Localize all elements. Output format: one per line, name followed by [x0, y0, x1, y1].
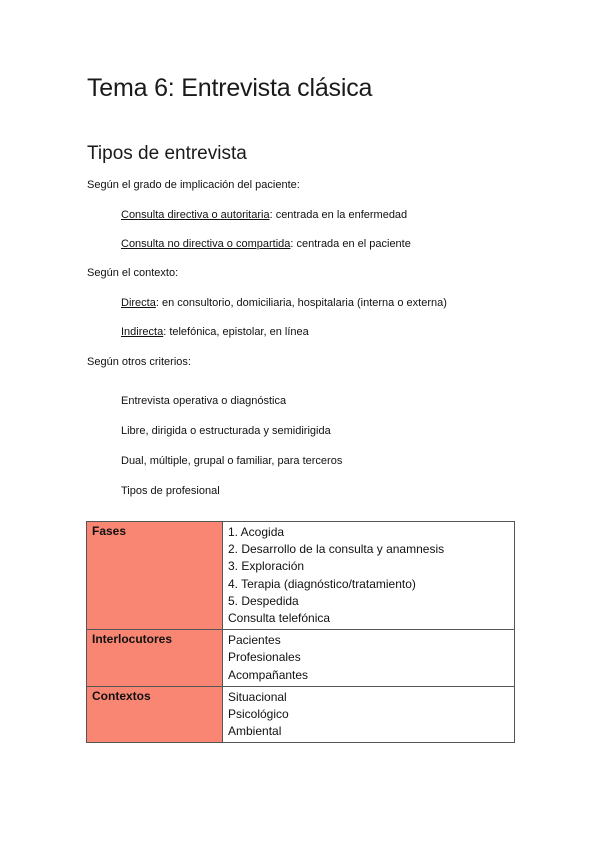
list-item: Entrevista operativa o diagnóstica [121, 395, 287, 407]
summary-table [86, 521, 515, 743]
list-item [121, 237, 411, 251]
list-item [121, 325, 309, 339]
list-item: Tipos de profesional [121, 485, 220, 497]
table-cell-interlocutores [223, 630, 515, 687]
table-cell-contextos [223, 686, 515, 743]
list-item [121, 296, 447, 310]
item-desc: : telefónica, epistolar, en línea [163, 326, 309, 338]
item-term: Directa [121, 297, 156, 309]
table-item: Psicológico [228, 707, 289, 722]
item-desc: : centrada en la enfermedad [269, 209, 408, 221]
list-item: Dual, múltiple, grupal o familiar, para terceros [121, 455, 343, 467]
table-row [87, 522, 515, 630]
list-item [121, 208, 407, 222]
table-item: 1. Acogida [228, 525, 285, 539]
table-item: 4. Terapia (diagnóstico/tratamiento) [228, 576, 416, 591]
table-cell-fases [223, 522, 515, 630]
table-row [87, 630, 515, 687]
table-label-fases: Fases [87, 522, 223, 630]
item-desc: : centrada en el paciente [290, 238, 411, 250]
item-term: Indirecta [121, 326, 164, 338]
table-item: Profesionales [228, 650, 301, 665]
page-title: Tema 6: Entrevista clásica [87, 74, 373, 102]
table-item: Acompañantes [228, 667, 309, 682]
item-term: Consulta directiva o autoritaria [121, 209, 270, 221]
table-row [87, 686, 515, 743]
table-item: 5. Despedida [228, 593, 299, 608]
section-subtitle: Tipos de entrevista [87, 143, 247, 164]
table-item: 2. Desarrollo de la consulta y anamnesis [228, 542, 445, 557]
item-term: Consulta no directiva o compartida [121, 238, 291, 250]
section-heading-otros: Según otros criterios: [87, 356, 191, 368]
table-label-contextos: Contextos [87, 686, 223, 743]
section-heading-contexto: Según el contexto: [87, 267, 179, 279]
table-item: Pacientes [228, 633, 281, 648]
table-item: Consulta telefónica [228, 611, 331, 626]
table-item: 3. Exploración [228, 559, 305, 574]
table-item: Ambiental [228, 724, 282, 739]
item-desc: : en consultorio, domiciliaria, hospitalaria (interna o externa) [155, 297, 447, 309]
table-item: Situacional [228, 689, 287, 704]
list-item: Libre, dirigida o estructurada y semidirigida [121, 425, 331, 437]
section-heading-implicacion: Según el grado de implicación del paciente: [87, 179, 300, 191]
table-label-interlocutores: Interlocutores [87, 630, 223, 687]
